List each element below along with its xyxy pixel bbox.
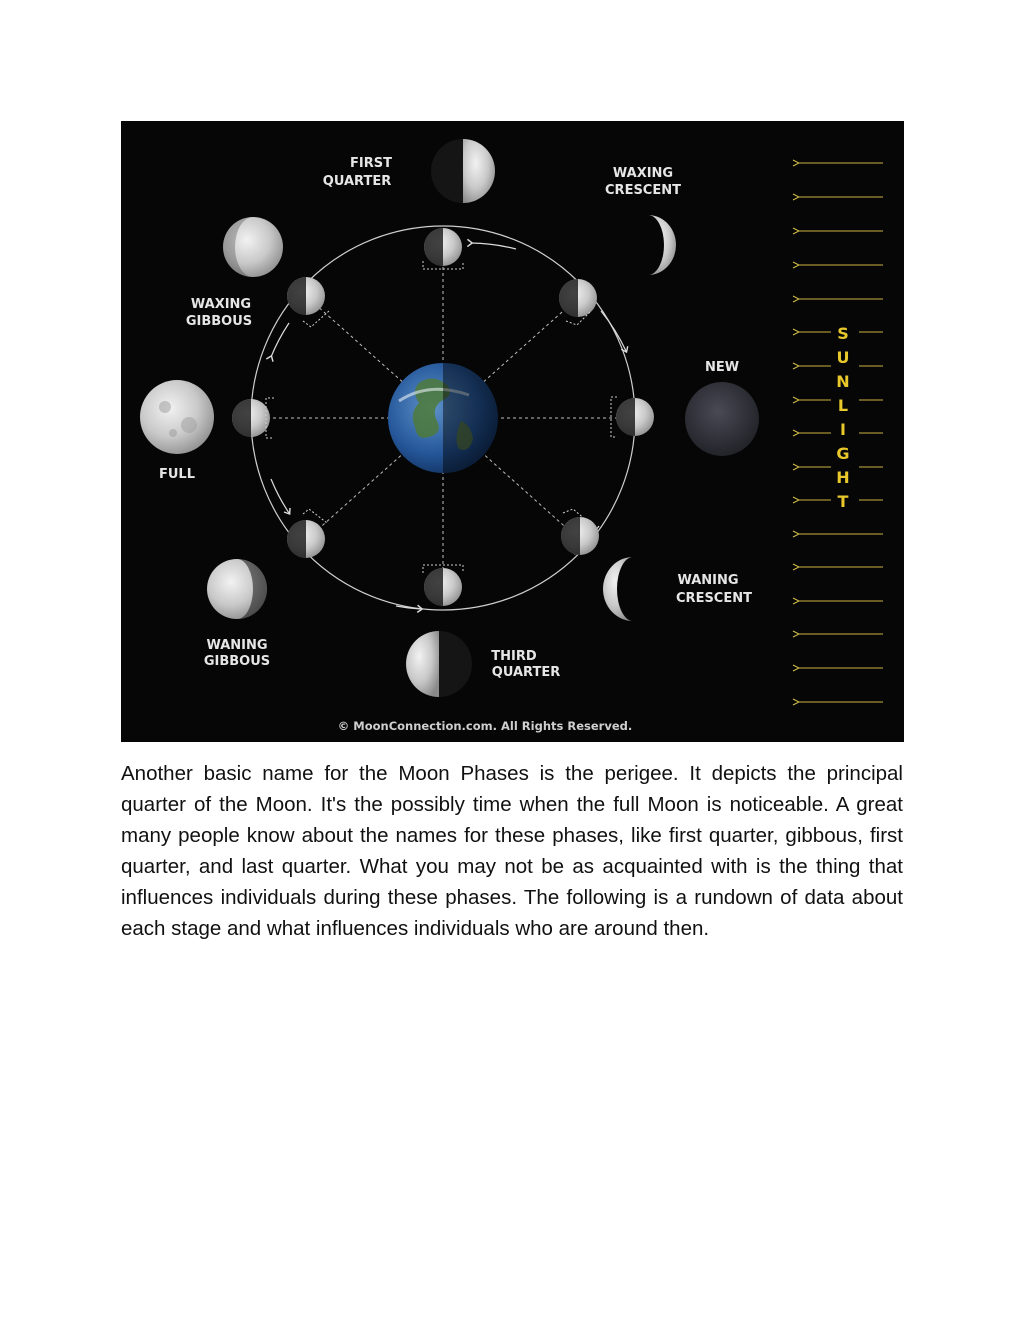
label-waning-gibbous-2: GIBBOUS (203, 654, 271, 669)
label-waxing-gibbous-1: WAXING (190, 297, 252, 312)
sunlight-letter: T (837, 492, 849, 511)
label-first-quarter-2: QUARTER (322, 174, 392, 189)
moon-phases-diagram (121, 121, 904, 742)
orbit-moon-lower-right (561, 517, 599, 555)
orbit-moon-left (232, 399, 270, 437)
waxing-gibbous-moon (223, 217, 283, 277)
orbit-moon-bottom (424, 568, 462, 606)
sunlight-letter: I (840, 420, 846, 439)
label-waning-crescent-1: WANING (677, 573, 739, 588)
waxing-crescent-moon (648, 215, 676, 275)
label-first-quarter-1: FIRST (350, 156, 392, 171)
label-third-quarter-1: THIRD (491, 649, 537, 664)
orbit-moon-upper-right (559, 279, 597, 317)
sunlight-letter: U (836, 348, 850, 367)
orbit-moon-top (424, 228, 462, 266)
orbit-moon-upper-left (287, 277, 325, 315)
label-new: NEW (704, 360, 740, 375)
new-moon (685, 382, 759, 456)
label-waxing-crescent-2: CRESCENT (605, 183, 681, 198)
waning-gibbous-moon (207, 559, 267, 619)
sunlight-letter: L (837, 396, 849, 415)
label-waning-gibbous-1: WANING (206, 638, 268, 653)
copyright-notice: © MoonConnection.com. All Rights Reserved. (337, 719, 633, 733)
orbit-moon-lower-left (287, 520, 325, 558)
sunlight-letter: H (836, 468, 850, 487)
label-third-quarter-2: QUARTER (491, 665, 561, 680)
third-quarter-moon (406, 631, 472, 697)
label-waning-crescent-2: CRESCENT (676, 591, 752, 606)
sunlight-letter: G (836, 444, 850, 463)
label-full: FULL (158, 467, 196, 482)
full-moon (140, 380, 214, 454)
sunlight-letter: S (837, 324, 849, 343)
sunlight-label (836, 324, 849, 511)
earth-icon (388, 363, 498, 473)
label-waxing-gibbous-2: GIBBOUS (185, 314, 253, 329)
body-paragraph: Another basic name for the Moon Phases is the perigee. It depicts the principal quarter of the Moon. It's the possibly time when the full Moon is noticeable. A great many people know about the names for these phases, like first quarter, gibbous, first quarter, and last quarter. What you may not be as acquainted with is the thing that influences individuals during these phases. The following is a rundown of data about each stage and what influences individuals who are around then. (121, 762, 903, 940)
sunlight-letter: N (836, 372, 850, 391)
orbit-moon-right (616, 398, 654, 436)
first-quarter-moon (431, 139, 495, 203)
waning-crescent-moon (603, 557, 633, 621)
label-waxing-crescent-1: WAXING (612, 166, 674, 181)
